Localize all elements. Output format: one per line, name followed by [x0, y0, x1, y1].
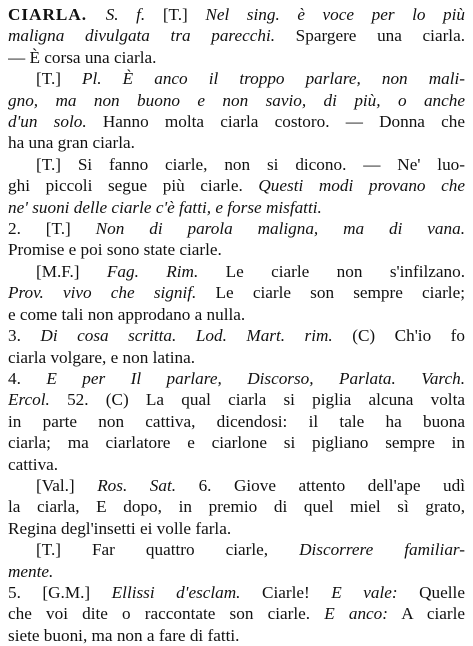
entry-text: in parte non cattiva, dicendosi: il tale ha buona [8, 411, 465, 431]
entry-line [8, 25, 465, 46]
entry-text: [T.] Far quattro ciarle, [36, 540, 300, 560]
italic-text: Discorrere familiar- [299, 540, 465, 560]
italic-text: d'un solo. [8, 112, 87, 132]
entry-text: [Val.] [36, 475, 98, 495]
entry-text: Quelle [397, 582, 465, 602]
entry-text: — È corsa una ciarla. [8, 47, 157, 67]
italic-text: Nel sing. è voce per lo più [205, 5, 465, 24]
entry-text: [T.] Si fanno ciarle, non si dicono. — Ne' luo- [36, 154, 465, 174]
entry-text: Hanno molta ciarla costoro. — Donna che [86, 112, 465, 132]
italic-text: Prov. vivo che signif. [8, 283, 197, 303]
entry-text: Le ciarle non s'infilzano. [198, 261, 465, 281]
entry-line [8, 282, 465, 303]
italic-text: mente. [8, 561, 54, 581]
entry-text: 6. Giove attento dell'ape udì [176, 475, 465, 495]
entry-line [8, 432, 465, 453]
entry-text: la ciarla, E dopo, in premio di quel miel sì grato, [8, 497, 465, 517]
entry-text: Le ciarle son sempre ciarle; [196, 283, 465, 303]
entry-line [8, 347, 465, 368]
entry-text: A ciarle [388, 604, 465, 624]
entry-line [8, 325, 465, 346]
entry-line [8, 175, 465, 196]
entry-text: Spargere una ciarla. [275, 26, 465, 46]
italic-text: Pl. È anco il troppo parlare, non mali- [82, 69, 465, 89]
entry-line [8, 218, 465, 239]
entry-text: ghi piccoli segue più ciarle. [8, 176, 259, 196]
italic-text: Ellissi d'esclam. [111, 582, 241, 602]
entry-line [8, 239, 465, 260]
entry-line [8, 582, 465, 603]
entry-text: 52. (C) La qual ciarla si piglia alcuna volta [49, 390, 465, 410]
entry-text: Promise e poi sono state ciarle. [8, 240, 222, 260]
italic-text: maligna divulgata tra parecchi. [8, 26, 276, 46]
entry-line [8, 518, 465, 539]
entry-line [8, 389, 465, 410]
entry-text: e come tali non approdano a nulla. [8, 304, 246, 324]
entry-text: ciarla; ma ciarlatore e ciarlone si pigliano sempre in [8, 433, 465, 453]
entry-line [8, 197, 465, 218]
entry-text: siete buoni, ma non a fare di fatti. [8, 625, 240, 645]
entry-line [8, 304, 465, 325]
italic-text: Questi modi provano che [258, 176, 465, 196]
entry-line [8, 539, 465, 560]
italic-text: S. f. [105, 5, 146, 24]
italic-text: E per Il parlare, Discorso, Parlata. Varch. [46, 368, 465, 388]
headword: CIARLA. [8, 5, 106, 24]
entry-text: 3. [8, 326, 41, 346]
entry-line [8, 68, 465, 89]
italic-text: E vale: [331, 582, 398, 602]
entry-line [8, 411, 465, 432]
entry-text: 4. [8, 368, 47, 388]
entry-line [8, 154, 465, 175]
entry-line [8, 603, 465, 624]
entry-text: Regina degl'insetti ei volle farla. [8, 518, 232, 538]
entry-line [8, 132, 465, 153]
entry-line [8, 368, 465, 389]
entry-line [8, 4, 465, 25]
entry-text: 2. [T.] [8, 219, 96, 239]
entry-text: ciarla volgare, e non latina. [8, 347, 196, 367]
italic-text: ne' suoni delle ciarle c'è fatti, e forse misfatti. [8, 197, 322, 217]
italic-text: Ercol. [8, 390, 50, 410]
entry-line [8, 496, 465, 517]
entry-line [8, 90, 465, 111]
entry-line [8, 47, 465, 68]
italic-text: Fag. Rim. [106, 261, 199, 281]
dictionary-entry-ciarla [8, 4, 465, 646]
entry-text: [M.F.] [36, 261, 107, 281]
entry-line [8, 625, 465, 646]
italic-text: Di cosa scritta. Lod. Mart. rim. [40, 326, 333, 346]
entry-text: Ciarle! [240, 582, 332, 602]
entry-text: cattiva. [8, 454, 59, 474]
italic-text: Ros. Sat. [97, 475, 177, 495]
entry-line [8, 111, 465, 132]
entry-line [8, 475, 465, 496]
entry-text: (C) Ch'io fo [332, 326, 465, 346]
italic-text: Non di parola maligna, ma di vana. [95, 219, 465, 239]
entry-text: che voi dite o raccontate son ciarle. [8, 604, 325, 624]
italic-text: gno, ma non buono e non savio, di più, o anche [8, 90, 465, 110]
italic-text: E anco: [324, 604, 388, 624]
entry-text: 5. [G.M.] [8, 582, 112, 602]
entry-text: [T.] [36, 69, 83, 89]
entry-line [8, 261, 465, 282]
entry-text: ha una gran ciarla. [8, 133, 135, 153]
entry-line [8, 561, 465, 582]
entry-text: [T.] [145, 5, 206, 24]
entry-line [8, 454, 465, 475]
